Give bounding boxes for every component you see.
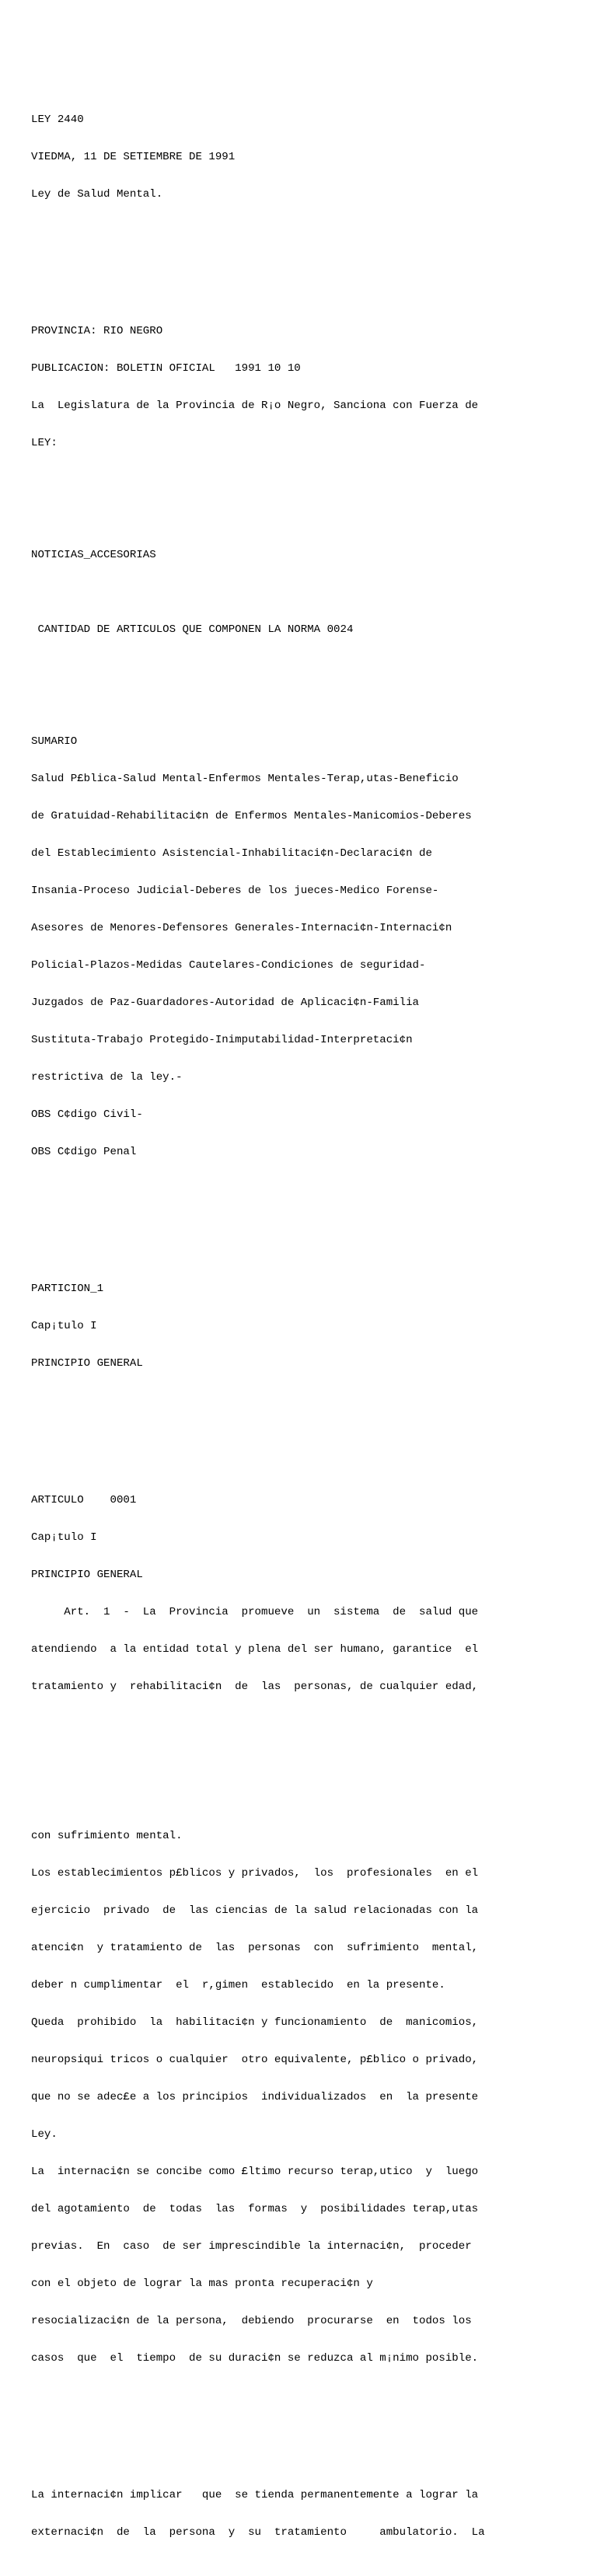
article-count: CANTIDAD DE ARTICULOS QUE COMPONEN LA NORMA 0024 xyxy=(31,623,354,636)
law-title: Ley de Salud Mental. xyxy=(31,188,163,201)
summary-section xyxy=(31,710,566,1183)
law-date: VIEDMA, 11 DE SETIEMBRE DE 1991 xyxy=(31,151,236,163)
article-text-line: neuropsiqui tricos o cualquier otro equivalente, p£blico o privado, xyxy=(31,2054,479,2066)
summary-line: restrictiva de la ley.- xyxy=(31,1071,183,1084)
chapter-title: PRINCIPIO GENERAL xyxy=(31,1357,143,1370)
summary-line: Asesores de Menores-Defensores Generales-Internaci¢n-Internaci¢n xyxy=(31,922,452,934)
summary-line: Salud P£blica-Salud Mental-Enfermos Mentales-Terap,utas-Beneficio xyxy=(31,773,459,785)
chapter-label: Cap¡tulo I xyxy=(31,1320,97,1332)
article-section xyxy=(31,1469,566,1718)
article-text-line: La internaci¢n implicar que se tienda permanentemente a lograr la xyxy=(31,2489,479,2501)
summary-heading: SUMARIO xyxy=(31,735,78,748)
article-chapter: Cap¡tulo I xyxy=(31,1531,97,1544)
summary-line: de Gratuidad-Rehabilitaci¢n de Enfermos Mentales-Manicomios-Deberes xyxy=(31,810,472,822)
document-page xyxy=(31,64,566,2576)
article-number: ARTICULO 0001 xyxy=(31,1494,137,1506)
article-text-line: deber n cumplimentar el r,gimen establecido en la presente. xyxy=(31,1979,445,1991)
article-text-line: con sufrimiento mental. xyxy=(31,1830,183,1842)
summary-line: Policial-Plazos-Medidas Cautelares-Condiciones de seguridad- xyxy=(31,959,426,972)
summary-line: Sustituta-Trabajo Protegido-Inimputabilidad-Interpretaci¢n xyxy=(31,1034,413,1046)
publication-line: PUBLICACION: BOLETIN OFICIAL 1991 10 10 xyxy=(31,362,301,375)
article-text-line: previas. En caso de ser imprescindible la internaci¢n, proceder xyxy=(31,2240,472,2253)
article-tail xyxy=(31,2464,566,2564)
article-text-line: ejercicio privado de las ciencias de la salud relacionadas con la xyxy=(31,1904,479,1917)
article-text-line: Art. 1 - La Provincia promueve un sistema de salud que xyxy=(31,1606,479,1618)
article-text-line: externaci¢n de la persona y su tratamiento ambulatorio. La xyxy=(31,2526,485,2539)
article-text-line: casos que el tiempo de su duraci¢n se reduzca al m¡nimo posible. xyxy=(31,2352,479,2365)
article-text-line: resocializaci¢n de la persona, debiendo procurarse en todos los xyxy=(31,2315,472,2327)
article-body xyxy=(31,1805,566,2389)
law-header xyxy=(31,89,566,225)
summary-line: Insania-Proceso Judicial-Deberes de los jueces-Medico Forense- xyxy=(31,885,439,897)
article-text-line: que no se adec£e a los principios individualizados en la presente xyxy=(31,2091,479,2103)
article-text-line: Queda prohibido la habilitaci¢n y funcionamiento de manicomios, xyxy=(31,2016,479,2029)
article-text-line: tratamiento y rehabilitaci¢n de las personas, de cualquier edad, xyxy=(31,1681,479,1693)
article-text-line: atendiendo a la entidad total y plena del ser humano, garantice el xyxy=(31,1643,479,1656)
province-line: PROVINCIA: RIO NEGRO xyxy=(31,325,163,337)
summary-obs-civil: OBS C¢digo Civil- xyxy=(31,1108,143,1121)
article-chapter-title: PRINCIPIO GENERAL xyxy=(31,1569,143,1581)
article-text-line: Ley. xyxy=(31,2128,58,2141)
summary-line: Juzgados de Paz-Guardadores-Autoridad de Aplicaci¢n-Familia xyxy=(31,997,419,1009)
article-text-line: La internaci¢n se concibe como £ltimo recurso terap,utico y luego xyxy=(31,2166,479,2178)
law-number: LEY 2440 xyxy=(31,113,84,126)
publication-info xyxy=(31,300,566,474)
article-text-line: con el objeto de lograr la mas pronta recuperaci¢n y xyxy=(31,2278,373,2290)
sanction-line: La Legislatura de la Provincia de R¡o Negro, Sanciona con Fuerza de xyxy=(31,400,479,412)
partition-section xyxy=(31,1258,566,1394)
article-text-line: atenci¢n y tratamiento de las personas con sufrimiento mental, xyxy=(31,1942,479,1954)
article-text-line: Los establecimientos p£blicos y privados, los profesionales en el xyxy=(31,1867,479,1880)
partition-label: PARTICION_1 xyxy=(31,1283,104,1295)
summary-line: del Establecimiento Asistencial-Inhabilitaci¢n-Declaraci¢n de xyxy=(31,847,432,860)
article-text-line: del agotamiento de todas las formas y posibilidades terap,utas xyxy=(31,2203,479,2215)
notes-heading: NOTICIAS_ACCESORIAS xyxy=(31,549,156,561)
sanction-line-end: LEY: xyxy=(31,437,58,449)
summary-obs-penal: OBS C¢digo Penal xyxy=(31,1146,137,1158)
